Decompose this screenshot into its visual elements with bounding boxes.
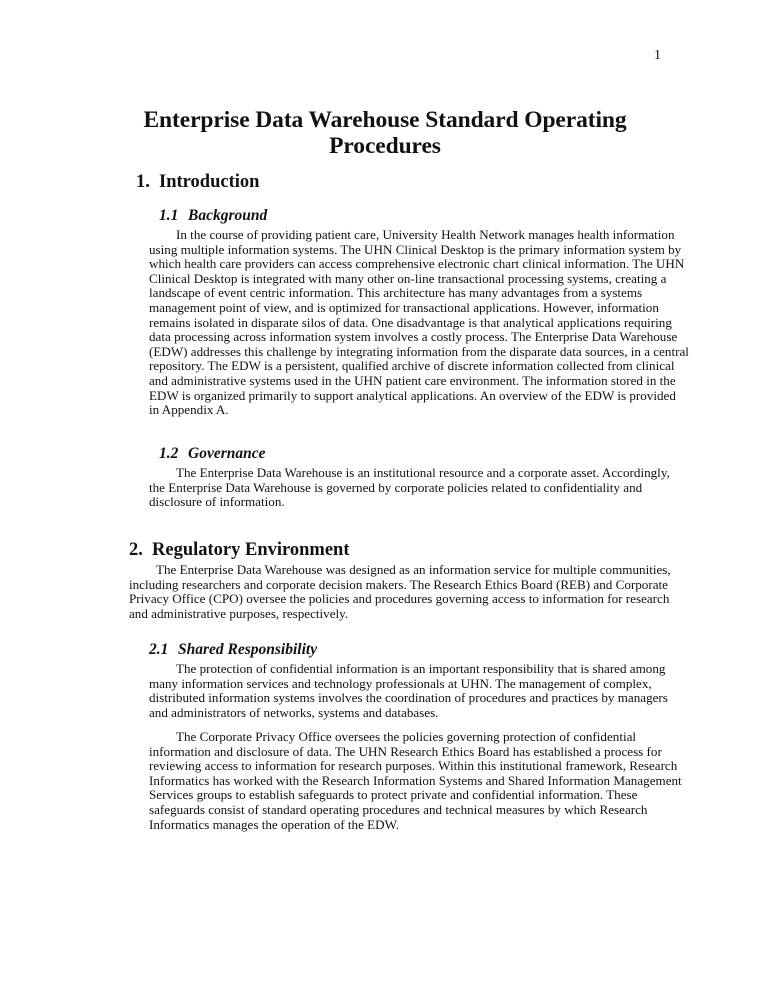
section-number: 2.	[129, 540, 143, 560]
page-number: 1	[654, 48, 661, 63]
paragraph-shared-responsibility-2: The Corporate Privacy Office oversees the policies governing protection of confidential information and disclosure of data. The UHN Research Ethics Board has established a process for reviewing access to information for research purposes. Within this institutional framework, Research Informatics has worked with the Research Information Systems and Shared Information Management Services groups to establish safeguards to protect private and confidential information. These safeguards consist of standard operating procedures and technical measures by which Research Informatics manages the operation of the EDW.	[149, 729, 682, 832]
section-title: Regulatory Environment	[152, 540, 350, 560]
section-heading-regulatory-environment	[129, 539, 350, 561]
paragraph-background: In the course of providing patient care, University Health Network manages health information using multiple information systems. The UHN Clinical Desktop is the primary information system by which health care providers can access comprehensive electronic chart clinical information. The UHN Clinical Desktop is integrated with many other on-line transactional processing systems, creating a landscape of event centric information. This architecture has many advantages from a systems management point of view, and is optimized for transactional applications. However, information remains isolated in disparate silos of data. One disadvantage is that analytical applications requiring data processing across information system involves a costly process. The Enterprise Data Warehouse (EDW) addresses this challenge by integrating information from the disparate data sources, in a central repository. The EDW is a persistent, qualified archive of discrete information collected from clinical and administrative systems used in the UHN patient care environment. The information stored in the EDW is organized primarily to support analytical applications. An overview of the EDW is provided in Appendix A.	[149, 227, 689, 418]
subsection-heading-background	[159, 207, 267, 225]
subsection-number: 1.1	[159, 207, 179, 224]
section-number: 1.	[136, 172, 150, 192]
subsection-heading-governance	[159, 445, 266, 463]
subsection-title: Shared Responsibility	[178, 641, 318, 658]
paragraph-governance: The Enterprise Data Warehouse is an institutional resource and a corporate asset. Accordingly, the Enterprise Data Warehouse is governed by corporate policies related to confidentiality and disclosure of information.	[149, 465, 670, 510]
subsection-number: 2.1	[149, 641, 169, 658]
paragraph-shared-responsibility-1: The protection of confidential information is an important responsibility that is shared among many information services and technology professionals at UHN. The management of complex, distributed information systems involves the coordination of procedures and practices by managers and administrators of networks, systems and databases.	[149, 661, 668, 720]
subsection-heading-shared-responsibility	[149, 641, 317, 659]
subsection-number: 1.2	[159, 445, 179, 462]
paragraph-regulatory-intro: The Enterprise Data Warehouse was designed as an information service for multiple communities, including researchers and corporate decision makers. The Research Ethics Board (REB) and Corporate Privacy Office (CPO) oversee the policies and procedures governing access to information for research and administrative purposes, respectively.	[129, 562, 671, 621]
section-title: Introduction	[159, 172, 260, 192]
section-heading-introduction	[136, 171, 259, 193]
subsection-title: Background	[188, 207, 268, 224]
document-title: Enterprise Data Warehouse Standard Operating Procedures	[143, 107, 627, 159]
subsection-title: Governance	[188, 445, 266, 462]
